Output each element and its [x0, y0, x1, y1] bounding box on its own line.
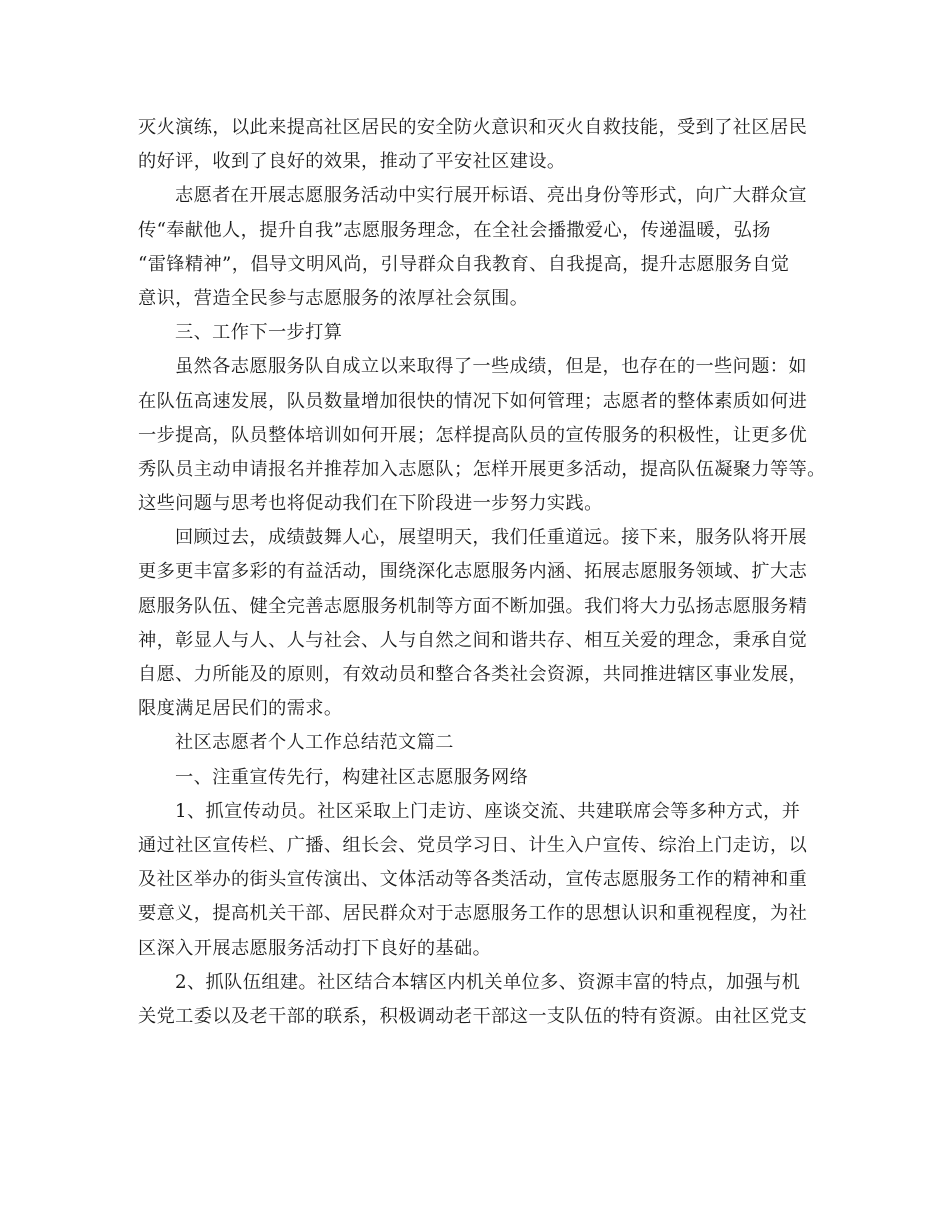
text-line: “雷锋精神”，倡导文明风尚，引导群众自我教育、自我提高，提升志愿服务自觉 — [138, 253, 790, 275]
text-line: 社区志愿者个人工作总结范文篇二 — [175, 732, 454, 754]
text-line: 回顾过去，成绩鼓舞人心，展望明天，我们任重道远。接下来，服务队将开展 — [175, 527, 807, 549]
text-line: 关党工委以及老干部的联系，积极调动老干部这一支队伍的特有资源。由社区党支 — [138, 1005, 808, 1027]
text-line: 意识，营造全民参与志愿服务的浓厚社会氛围。 — [138, 287, 529, 309]
text-line: 1、抓宣传动员。社区采取上门走访、座谈交流、共建联席会等多种方式，并 — [175, 800, 801, 822]
text-line: 区深入开展志愿服务活动打下良好的基础。 — [138, 937, 492, 959]
text-line: 愿服务队伍、健全完善志愿服务机制等方面不断加强。我们将大力弘扬志愿服务精 — [138, 595, 808, 617]
document-body — [138, 111, 828, 1034]
text-line: 自愿、力所能及的原则，有效动员和整合各类社会资源，共同推进辖区事业发展， — [138, 664, 808, 685]
text-line: 更多更丰富多彩的有益活动，围绕深化志愿服务内涵、拓展志愿服务领域、扩大志 — [138, 561, 808, 583]
text-line: 志愿者在开展志愿服务活动中实行展开标语、亮出身份等形式，向广大群众宣 — [175, 185, 807, 207]
text-line: 在队伍高速发展，队员数量增加很快的情况下如何管理；志愿者的整体素质如何进 — [138, 390, 808, 412]
text-line: 三、工作下一步打算 — [175, 322, 343, 344]
text-line: 神，彰显人与人、人与社会、人与自然之间和谐共存、相互关爱的理念，秉承自觉 — [138, 629, 808, 651]
text-line: 的好评，收到了良好的效果，推动了平安社区建设。 — [138, 151, 566, 173]
text-line: 秀队员主动申请报名并推荐加入志愿队；怎样开展更多活动，提高队伍凝聚力等等。 — [138, 458, 826, 480]
text-line: 灭火演练，以此来提高社区居民的安全防火意识和灭火自救技能，受到了社区居民 — [138, 117, 808, 138]
text-line: 2、抓队伍组建。社区结合本辖区内机关单位多、资源丰富的特点，加强与机 — [175, 971, 801, 993]
text-line: 要意义，提高机关干部、居民群众对于志愿服务工作的思想认识和重视程度，为社 — [138, 903, 808, 925]
text-line: 传“奉献他人，提升自我”志愿服务理念，在全社会播撒爱心，传递温暖，弘扬 — [138, 219, 771, 241]
text-line: 通过社区宣传栏、广播、组长会、党员学习日、计生入户宣传、综治上门走访，以 — [138, 834, 808, 856]
text-line: 及社区举办的街头宣传演出、文体活动等各类活动，宣传志愿服务工作的精神和重 — [138, 869, 808, 891]
text-line: 限度满足居民们的需求。 — [138, 698, 343, 720]
text-line: 这些问题与思考也将促动我们在下阶段进一步努力实践。 — [138, 493, 603, 515]
text-line: 一步提高，队员整体培训如何开展；怎样提高队员的宣传服务的积极性，让更多优 — [138, 424, 808, 446]
text-line: 虽然各志愿服务队自成立以来取得了一些成绩，但是，也存在的一些问题：如 — [175, 356, 807, 378]
text-line: 一、注重宣传先行，构建社区志愿服务网络 — [175, 766, 529, 788]
